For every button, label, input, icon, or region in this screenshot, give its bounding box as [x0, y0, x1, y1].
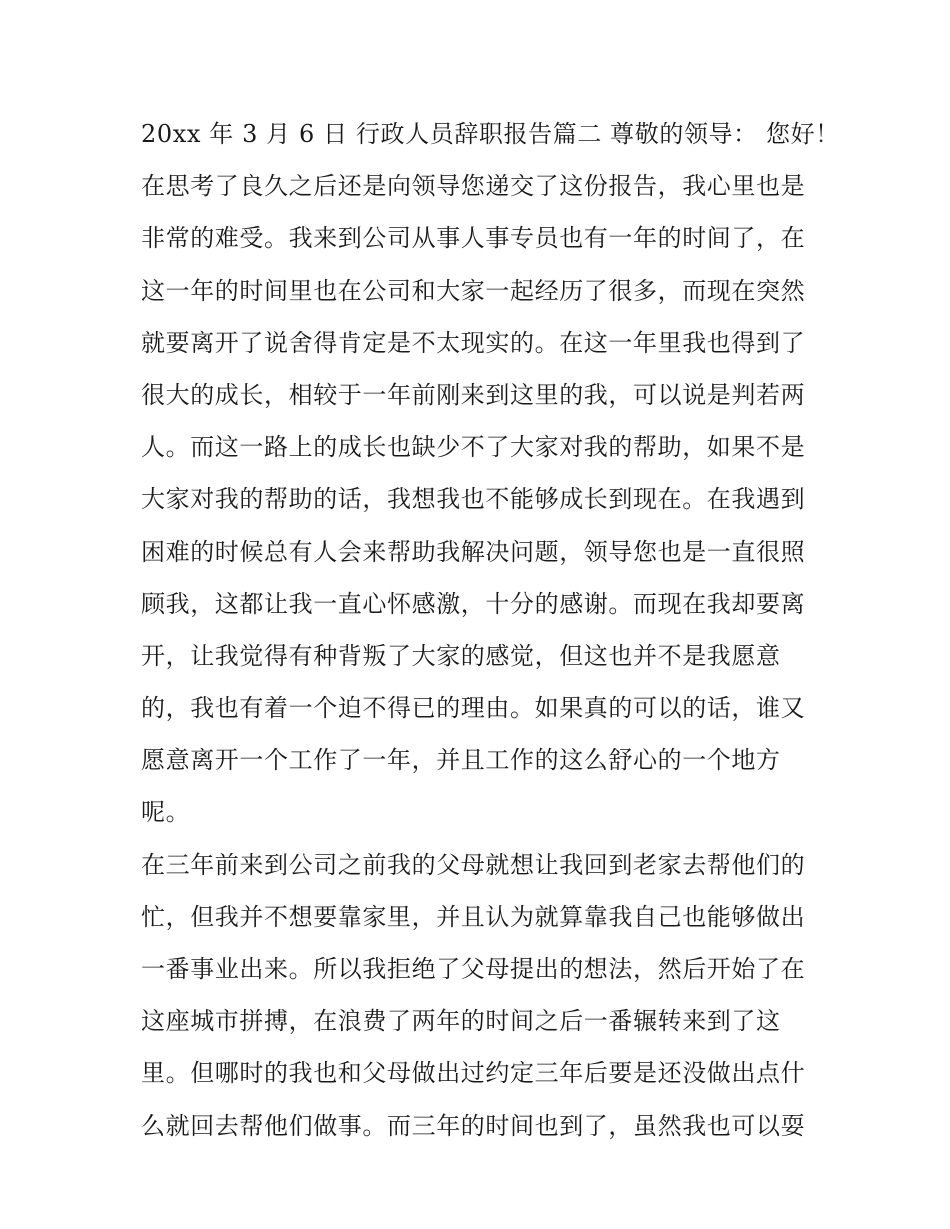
text-line: 开，让我觉得有种背叛了大家的感觉，但这也并不是我愿意	[141, 641, 781, 670]
text-line: 这座城市拼搏，在浪费了两年的时间之后一番辗转来到了这	[141, 1007, 781, 1036]
text-line: 很大的成长，相较于一年前刚来到这里的我，可以说是判若两	[141, 380, 806, 409]
text-line: 人。而这一路上的成长也缺少不了大家对我的帮助，如果不是	[141, 433, 806, 462]
document-body	[141, 108, 840, 1152]
text-line: 的，我也有着一个迫不得已的理由。如果真的可以的话，谁又	[141, 694, 806, 723]
text-line: 非常的难受。我来到公司从事人事专员也有一年的时间了，在	[141, 224, 806, 253]
text-line: 在三年前来到公司之前我的父母就想让我回到老家去帮他们的	[141, 850, 806, 879]
text-line: 么就回去帮他们做事。而三年的时间也到了，虽然我也可以耍	[141, 1111, 806, 1140]
text-line: 里。但哪时的我也和父母做出过约定三年后要是还没做出点什	[141, 1059, 806, 1088]
text-line: 愿意离开一个工作了一年，并且工作的这么舒心的一个地方	[141, 746, 781, 775]
text-line: 20xx 年 3 月 6 日 行政人员辞职报告篇二 尊敬的领导： 您好！	[141, 120, 840, 148]
text-line: 顾我，这都让我一直心怀感激，十分的感谢。而现在我却要离	[141, 589, 806, 618]
text-line: 大家对我的帮助的话，我想我也不能够成长到现在。在我遇到	[141, 485, 806, 514]
text-line: 困难的时候总有人会来帮助我解决问题，领导您也是一直很照	[141, 537, 806, 566]
text-line: 这一年的时间里也在公司和大家一起经历了很多，而现在突然	[141, 276, 806, 305]
text-line: 忙，但我并不想要靠家里，并且认为就算靠我自己也能够做出	[141, 902, 806, 931]
text-line: 就要离开了说舍得肯定是不太现实的。在这一年里我也得到了	[141, 328, 806, 357]
text-line: 一番事业出来。所以我拒绝了父母提出的想法，然后开始了在	[141, 955, 806, 983]
text-line: 呢。	[141, 798, 191, 827]
text-line: 在思考了良久之后还是向领导您递交了这份报告，我心里也是	[141, 172, 806, 201]
